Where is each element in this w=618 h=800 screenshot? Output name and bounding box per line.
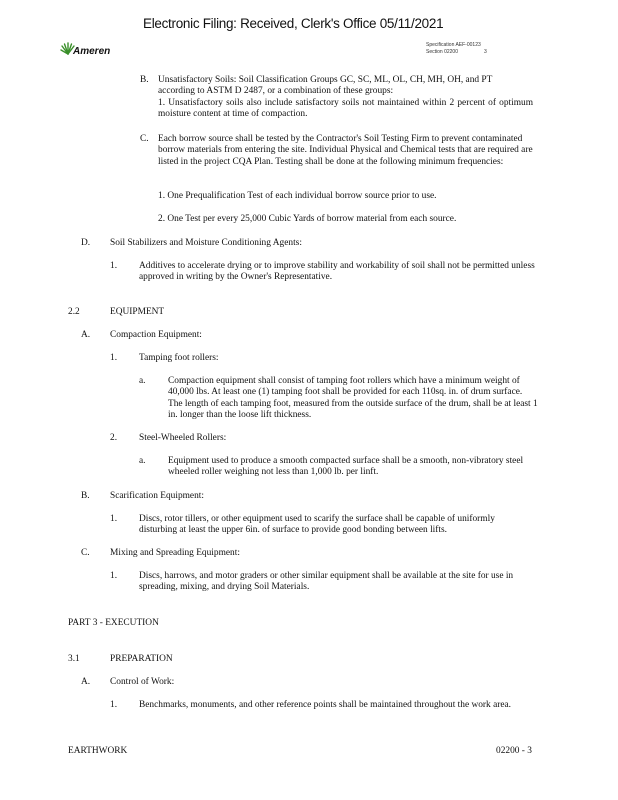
item-marker: 1.	[110, 261, 118, 271]
logo-wordmark: Ameren	[73, 46, 111, 57]
section-number: 2.2	[68, 307, 80, 317]
item-marker: 1.	[110, 700, 118, 710]
item-marker: B.	[81, 491, 90, 501]
subsection-title: Soil Stabilizers and Moisture Conditioning Agents:	[110, 238, 302, 248]
item-title: Steel-Wheeled Rollers:	[139, 433, 227, 443]
paragraph: Each borrow source shall be tested by the Contractor's Soil Testing Firm to prevent contaminated borrow materials from entering the site. Individual Physical and Chemical tests that are required are listed in the project CQA Plan. Testing shall be done at the following minimum frequencies:	[158, 134, 533, 167]
item-marker: A.	[81, 330, 91, 340]
section-title: EQUIPMENT	[110, 307, 165, 317]
item-marker: C.	[81, 548, 90, 558]
item-marker: A.	[81, 677, 91, 687]
item-marker: B.	[140, 75, 149, 85]
item-marker: a.	[139, 456, 146, 466]
subsection-title: Control of Work:	[110, 677, 175, 687]
paragraph: Additives to accelerate drying or to improve stability and workability of soil shall not be permitted unless approved in writing by the Owner's Representative.	[139, 261, 535, 283]
part-title: PART 3 - EXECUTION	[68, 618, 159, 628]
paragraph: Compaction equipment shall consist of tamping foot rollers which have a minimum weight of 40,000 lbs. At least one (1) tamping foot shall be provided for each 110sq. in. of drum surface. The length of each tamping foot, measured from the outside surface of the drum, shall be at least 1 in. longer than the loose lift thickness.	[168, 376, 538, 421]
item-marker: C.	[140, 134, 149, 144]
paragraph: 1. Unsatisfactory soils also include satisfactory soils not maintained within 2 percent of optimum moisture content at time of compaction.	[158, 98, 533, 120]
item-marker: 1.	[110, 514, 118, 524]
subsection-title: Compaction Equipment:	[110, 330, 202, 340]
footer-left: EARTHWORK	[68, 746, 128, 756]
section-number: 3.1	[68, 654, 80, 664]
section-title: PREPARATION	[110, 654, 173, 664]
subsection-title: Mixing and Spreading Equipment:	[110, 548, 240, 558]
item-marker: 2.	[110, 433, 118, 443]
list-item: 2. One Test per every 25,000 Cubic Yards of borrow material from each source.	[158, 214, 457, 224]
paragraph-line: according to ASTM D 2487, or a combination of these groups:	[158, 86, 394, 96]
ameren-logo	[60, 41, 120, 61]
item-title: Tamping foot rollers:	[139, 353, 219, 363]
spec-section: Section 02200	[426, 49, 458, 55]
spec-page-number: 3	[484, 49, 487, 55]
paragraph: Benchmarks, monuments, and other reference points shall be maintained throughout the work area.	[139, 700, 512, 710]
subsection-title: Scarification Equipment:	[110, 491, 204, 501]
paragraph: Equipment used to produce a smooth compacted surface shall be a smooth, non-vibratory steel wheeled roller weighing not less than 1,000 lb. per linft.	[168, 456, 524, 478]
item-marker: 1.	[110, 571, 118, 581]
item-marker: D.	[81, 238, 91, 248]
paragraph: Discs, rotor tillers, or other equipment used to scarify the surface shall be capable of uniformly disturbing at least the upper 6in. of surface to provide good bonding between lifts.	[139, 514, 495, 536]
spec-number: Specification AEF-00123	[426, 42, 481, 48]
spec-reference	[426, 42, 487, 56]
item-marker: 1.	[110, 353, 118, 363]
footer-page-number: 02200 - 3	[496, 746, 532, 756]
item-marker: a.	[139, 376, 146, 386]
paragraph: Discs, harrows, and motor graders or other similar equipment shall be available at the site for use in spreading, mixing, and drying Soil Materials.	[139, 571, 514, 593]
paragraph-line: Unsatisfactory Soils: Soil Classification Groups GC, SC, ML, OL, CH, MH, OH, and PT	[158, 75, 493, 85]
list-item: 1. One Prequalification Test of each individual borrow source prior to use.	[158, 191, 437, 201]
filing-stamp: Electronic Filing: Received, Clerk's Office 05/11/2021	[143, 16, 444, 31]
